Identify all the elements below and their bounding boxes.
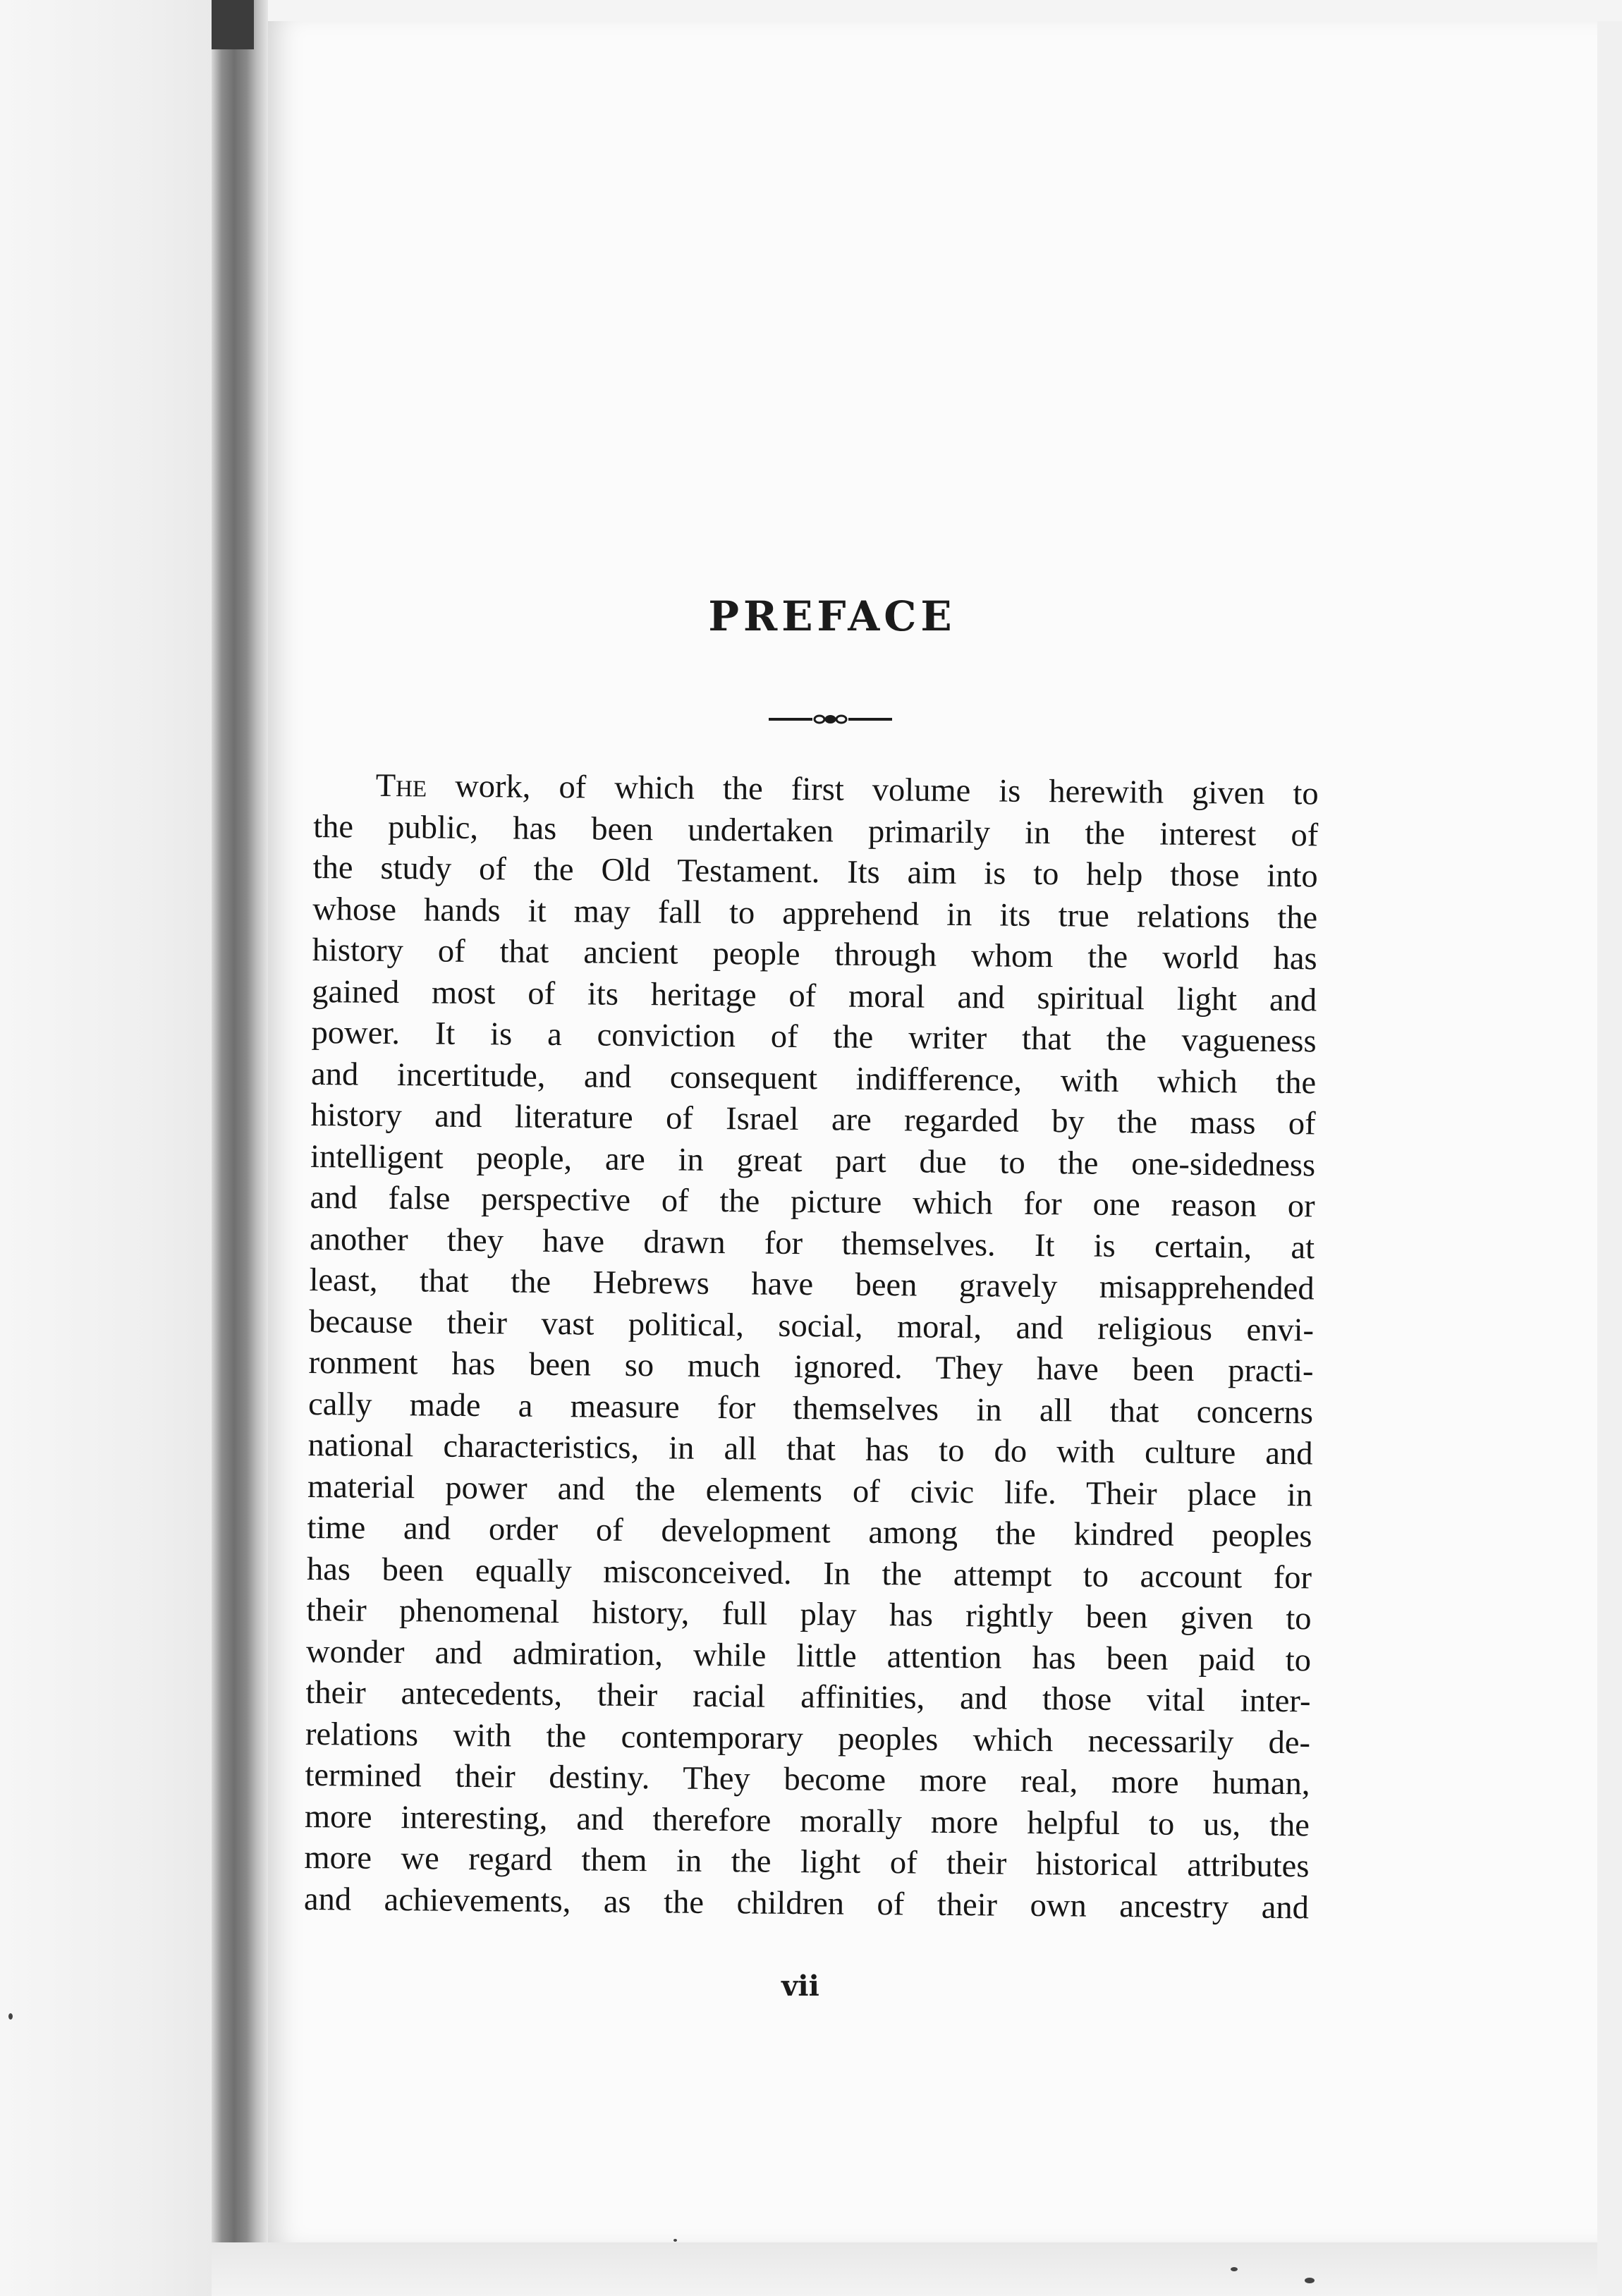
text-line: material power and the elements of civic life. Their place in (307, 1468, 1313, 1513)
text-line-last: and achievements, as the children of their own ancestry and (303, 1881, 1310, 1926)
binding-gutter (212, 0, 268, 2242)
text-line: history of that ancient people through whom the world has (312, 932, 1317, 977)
text-line: and false perspective of the picture which for one reason or (310, 1179, 1315, 1225)
text-line: more we regard them in the light of their historical attributes (304, 1839, 1310, 1885)
text-line: ronment has been so much ignored. They have been practi- (308, 1344, 1314, 1390)
text-line: their phenomenal history, full play has rightly been given to (306, 1592, 1312, 1637)
text-line: more interesting, and therefore morally more helpful to us, the (304, 1798, 1310, 1843)
title-ornament (769, 711, 892, 728)
text-line: power. It is a conviction of the writer that the vagueness (311, 1014, 1317, 1060)
text-line: time and order of development among the kindred peoples (307, 1509, 1312, 1555)
left-facing-page (0, 0, 212, 2296)
text-line: has been equally misconceived. In the attempt to account for (306, 1551, 1312, 1596)
scan-speck (673, 2239, 677, 2242)
text-line: national characteristics, in all that has to do with culture and (307, 1427, 1313, 1472)
scan-speck (1305, 2278, 1315, 2283)
text-line: wonder and admiration, while little attention has been paid to (305, 1633, 1312, 1678)
page-title: PREFACE (708, 592, 956, 640)
text-line: least, that the Hebrews have been gravely misapprehended (309, 1262, 1315, 1307)
first-line-rest: work, of which the first volume is herewith given to (426, 768, 1319, 812)
page-bottom-edge (212, 2242, 1601, 2296)
scan-speck (8, 2013, 13, 2020)
page-fore-edge (1597, 21, 1622, 2296)
text-line: intelligent people, are in great part due to the one-sidedness (310, 1138, 1316, 1183)
preface-body-text (304, 765, 1319, 1929)
text-line: gained most of its heritage of moral and spiritual light and (311, 973, 1317, 1018)
text-line: whose hands it may fall to apprehend in its true relations the (312, 891, 1318, 936)
page-number: vii (781, 1970, 819, 2003)
gutter-shadow-top (212, 0, 254, 49)
scan-speck (1231, 2267, 1238, 2271)
text-line: history and literature of Israel are regarded by the mass of (310, 1097, 1316, 1142)
text-line: relations with the contemporary peoples which necessarily de- (305, 1716, 1311, 1761)
text-line: another they have drawn for themselves. It is certain, at (309, 1221, 1315, 1266)
opening-word: The (375, 767, 427, 805)
text-line: termined their destiny. They become more real, more human, (305, 1757, 1310, 1802)
text-line: their antecedents, their racial affinities, and those vital inter- (305, 1674, 1311, 1720)
text-line: because their vast political, social, moral, and religious envi- (308, 1303, 1315, 1348)
text-line: the public, has been undertaken primarily in the interest of (313, 808, 1319, 853)
text-line: the study of the Old Testament. Its aim is to help those into (312, 849, 1318, 895)
text-line: cally made a measure for themselves in all that concerns (307, 1386, 1314, 1431)
text-line: and incertitude, and consequent indifference, with which the (310, 1056, 1317, 1101)
